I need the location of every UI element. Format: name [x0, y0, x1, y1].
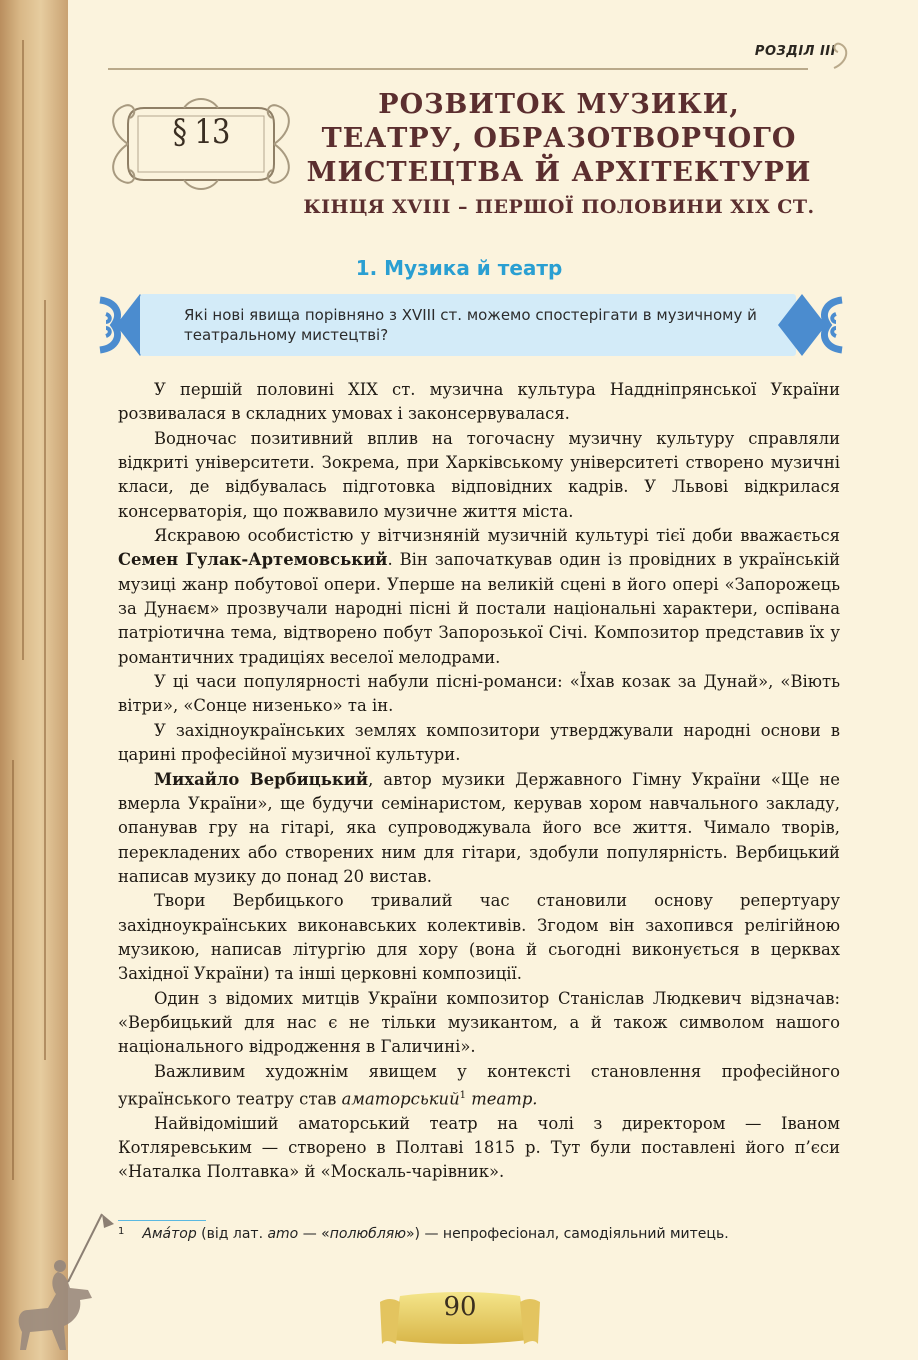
paragraph	[118, 1060, 840, 1112]
text-span: , автор музики Державного Гімну України «Ще не вмерла України», ще будучи семінаристом, керував хором навчального закладу, опанував гру на гітарі, яка супроводжувала його все життя. Чимало творів, перекладених або створених ним для гітари, здобули популярність. Вербицький написав музику до понад 20 вистав.	[118, 769, 841, 886]
border-crack	[44, 300, 46, 1060]
question-box	[140, 294, 796, 356]
text-span: Яскравою особистістю у вітчизняній музичній культурі тієї доби вважається	[154, 526, 840, 546]
text-span: полюбляю	[329, 1226, 406, 1242]
section-label: РОЗДІЛ III	[754, 44, 836, 59]
text-span: (від лат.	[196, 1226, 268, 1242]
swirl-ornament-icon	[830, 40, 852, 70]
cossack-rider-icon	[8, 1212, 118, 1352]
border-crack	[22, 40, 24, 660]
paragraph: Один з відомих митців України композитор Станіслав Людкевич відзначав: «Вербицький для нас є не тільки музикантом, а й також символом нашого національного відродження в Галичині».	[118, 988, 840, 1057]
border-crack	[12, 760, 14, 1180]
page-number: 90	[443, 1292, 477, 1322]
footnote-rule	[118, 1220, 206, 1221]
person-name-bold: Семен Гулак-Артемовський	[118, 550, 388, 570]
footnote-mark: 1	[118, 1226, 125, 1237]
term-italic: аматорський	[341, 1089, 460, 1109]
body-text	[118, 378, 840, 1185]
footnote-term: Ама́тор	[142, 1226, 197, 1242]
text-span: amo	[267, 1226, 299, 1242]
paragraph: Водночас позитивний вплив на тогочасну музичну культуру справляли відкриті університети. Зокрема, при Харківському університеті створено музичні класи, де відбувалась підготовка відповідних кадрів. У Львові відкрилася консерваторія, що пожвавило музичне життя міста.	[118, 428, 840, 521]
right-blue-ornament-icon	[776, 292, 846, 358]
paragraph: У першій половині XIX ст. музична культура Наддніпрянської України розвивалася в складних умовах і законсервувалася.	[118, 380, 840, 424]
footnote	[118, 1226, 858, 1242]
term-italic: театр.	[466, 1089, 538, 1109]
question-text: Які нові явища порівняно з XVIII ст. можемо спостерігати в музичному й театральному мистецтві?	[184, 306, 757, 344]
text-span: Важливим художнім явищем у контексті становлення професійного українського театру став	[118, 1061, 840, 1109]
text-span: — «	[298, 1226, 330, 1242]
title-line-2: ТЕАТРУ, ОБРАЗОТВОРЧОГО	[321, 123, 797, 154]
title-line-1: РОЗВИТОК МУЗИКИ,	[378, 89, 740, 120]
paragraph: Найвідоміший аматорський театр на чолі з директором — Іваном Котляревським — створено в Полтаві 1815 р. Тут були поставлені його п’єси «Наталка Полтавка» й «Москаль-чарівник».	[118, 1113, 840, 1182]
text-span: . Він започаткував один із провідних в українській музиці жанр побутової опери. Уперше на великій сцені в його опері «Запорожець за Дунаєм» прозвучали народні пісні й постали національні характери, оспівана патріотична тема, відтворено побут Запорозької Січі. Композитор представив їх у романтичних традиціях веселої мелодрами.	[118, 550, 840, 667]
text-span: ») — непрофесіонал, самодіяльний митець.	[405, 1226, 729, 1242]
paragraph-badge	[104, 92, 298, 196]
paragraph-number: § 13	[172, 112, 230, 152]
person-name-bold: Михайло Вербицький	[154, 769, 369, 789]
paragraph	[118, 768, 840, 890]
paragraph	[118, 524, 840, 670]
title-line-3: МИСТЕЦТВА Й АРХІТЕКТУРИ	[306, 157, 812, 188]
section-heading: 1. Музика й театр	[355, 256, 563, 280]
header-rule	[108, 68, 808, 70]
paragraph: У ці часи популярності набули пісні-романси: «Їхав козак за Дунай», «Віють вітри», «Сонце низенько» та ін.	[118, 672, 840, 716]
paragraph: Твори Вербицького тривалий час становили основу репертуару західноукраїнських виконавських колективів. Згодом він захопився релігійною музикою, написав літургію для хору (вона й сьогодні виконується в церквах Західної України) та інші церковні композиції.	[118, 891, 840, 984]
footnote-ref[interactable]: 1	[459, 1089, 467, 1101]
page-title	[300, 88, 818, 222]
title-line-4: КІНЦЯ XVIII – ПЕРШОЇ ПОЛОВИНИ XIX СТ.	[303, 196, 815, 218]
decorative-left-border	[0, 0, 68, 1360]
paragraph: У західноукраїнських землях композитори утверджували народні основи в царині професійної музичної культури.	[118, 720, 840, 765]
